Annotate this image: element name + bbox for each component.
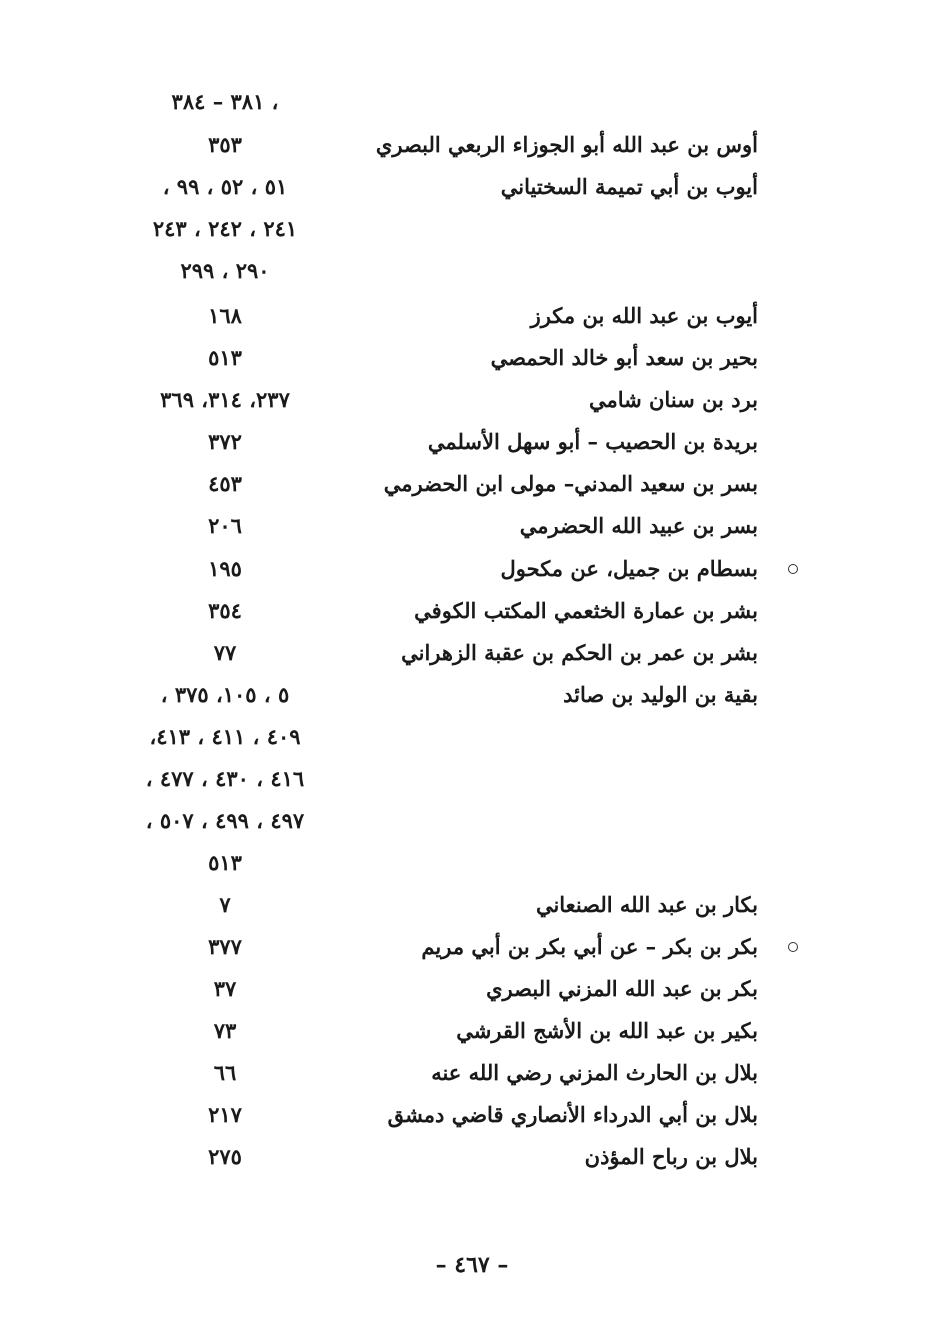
entry-pages: ٧ xyxy=(219,892,231,917)
entry-name: بلال بن أبي الدرداء الأنصاري قاضي دمشق xyxy=(387,1102,758,1127)
index-entry xyxy=(0,167,944,207)
entry-pages: ٧٣ xyxy=(213,1018,237,1043)
entry-pages: ٥١ ، ٥٢ ، ٩٩ ، xyxy=(162,174,288,199)
index-entry xyxy=(0,1095,944,1135)
index-entry xyxy=(0,338,944,378)
index-entry xyxy=(0,759,944,799)
entry-pages: ٥١٣ xyxy=(208,345,242,370)
entry-pages: ٢٧٥ xyxy=(208,1144,242,1169)
entry-name: بكير بن عبد الله بن الأشج القرشي xyxy=(456,1018,758,1043)
entry-name: بكر بن عبد الله المزني البصري xyxy=(486,976,758,1001)
entry-pages: ، ٣٨١ – ٣٨٤ xyxy=(171,89,279,114)
entry-pages: ٢٣٧، ٣١٤، ٣٦٩ xyxy=(160,387,290,412)
index-entry xyxy=(0,591,944,631)
index-entry xyxy=(0,422,944,462)
entry-name: برد بن سنان شامي xyxy=(588,387,758,412)
entry-pages: ٥١٣ xyxy=(208,850,242,875)
entry-pages: ٢٤١ ، ٢٤٢ ، ٢٤٣ xyxy=(152,216,298,241)
entry-pages: ٤٠٩ ، ٤١١ ، ٤١٣، xyxy=(149,724,301,749)
entry-pages: ٢١٧ xyxy=(208,1102,242,1127)
index-entry xyxy=(0,1137,944,1177)
entry-pages: ٣٥٤ xyxy=(208,598,242,623)
entry-name: بسر بن سعيد المدني– مولى ابن الحضرمي xyxy=(383,471,758,496)
index-entry xyxy=(0,633,944,673)
index-entry xyxy=(0,843,944,883)
entry-pages: ٧٧ xyxy=(213,640,237,665)
page-number: – ٤٦٧ – xyxy=(435,1252,509,1278)
entry-name: بقية بن الوليد بن صائد xyxy=(563,682,758,707)
entry-name: بريدة بن الحصيب – أبو سهل الأسلمي xyxy=(427,429,758,454)
index-entry xyxy=(0,801,944,841)
entry-name: بشر بن عمر بن الحكم بن عقبة الزهراني xyxy=(401,640,758,665)
index-entry xyxy=(0,717,944,757)
entry-pages: ٢٩٠ ، ٢٩٩ xyxy=(180,258,270,283)
entry-pages: ١٩٥ xyxy=(208,556,242,581)
entry-name: أيوب بن عبد الله بن مكرز xyxy=(530,303,758,328)
index-entry xyxy=(0,1053,944,1093)
entry-name: أوس بن عبد الله أبو الجوزاء الربعي البصري xyxy=(375,132,758,157)
entry-pages: ٦٦ xyxy=(213,1060,237,1085)
index-entry xyxy=(0,296,944,336)
entry-name: بلال بن الحارث المزني رضي الله عنه xyxy=(431,1060,758,1085)
entry-name: بسطام بن جميل، عن مكحول xyxy=(500,556,758,581)
index-entry xyxy=(0,506,944,546)
entry-pages: ٣٧ xyxy=(213,976,237,1001)
entry-name: بكار بن عبد الله الصنعاني xyxy=(535,892,758,917)
entry-pages: ٣٧٧ xyxy=(208,934,242,959)
entry-name: أيوب بن أبي تميمة السختياني xyxy=(500,174,758,199)
index-entry xyxy=(0,209,944,249)
index-entry xyxy=(0,549,944,589)
entry-pages: ٣٧٢ xyxy=(208,429,242,454)
entry-pages: ٤٥٣ xyxy=(208,471,242,496)
entry-name: بسر بن عبيد الله الحضرمي xyxy=(519,513,758,538)
index-entry xyxy=(0,675,944,715)
entry-name: بكر بن بكر – عن أبي بكر بن أبي مريم xyxy=(421,934,758,959)
index-entry xyxy=(0,885,944,925)
entry-pages: ٤٩٧ ، ٤٩٩ ، ٥٠٧ ، xyxy=(145,808,305,833)
entry-pages: ٢٠٦ xyxy=(208,513,242,538)
index-entry xyxy=(0,380,944,420)
circle-marker-icon xyxy=(788,942,798,952)
entry-name: بشر بن عمارة الخثعمي المكتب الكوفي xyxy=(414,598,758,623)
entry-pages: ٤١٦ ، ٤٣٠ ، ٤٧٧ ، xyxy=(145,766,305,791)
entry-pages: ٣٥٣ xyxy=(208,132,242,157)
index-entry xyxy=(0,464,944,504)
entry-pages: ١٦٨ xyxy=(208,303,242,328)
index-entry xyxy=(0,125,944,165)
index-entry xyxy=(0,251,944,291)
index-entry xyxy=(0,1011,944,1051)
entry-name: بلال بن رباح المؤذن xyxy=(584,1144,758,1169)
index-entry xyxy=(0,969,944,1009)
index-entry xyxy=(0,927,944,967)
index-entry xyxy=(0,82,944,122)
entry-pages: ٥ ، ١٠٥، ٣٧٥ ، xyxy=(160,682,290,707)
entry-name: بحير بن سعد أبو خالد الحمصي xyxy=(490,345,758,370)
circle-marker-icon xyxy=(788,564,798,574)
